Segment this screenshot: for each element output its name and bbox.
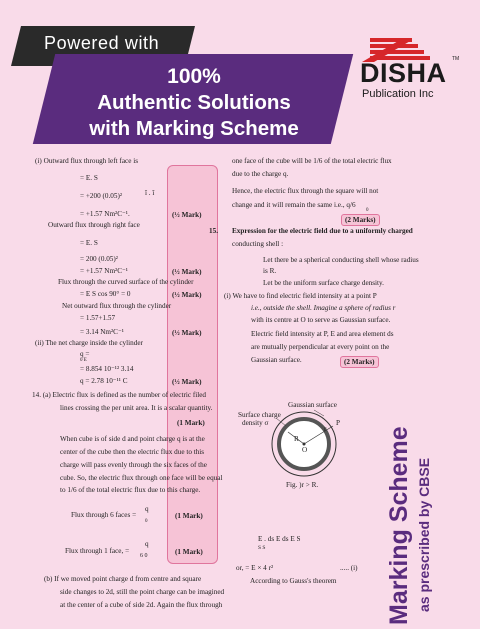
mark-label: (2 Marks) [341, 214, 380, 226]
mark-label: (½ Mark) [172, 211, 202, 219]
question-15: 15. [209, 227, 218, 235]
mark-label: (2 Marks) [340, 356, 379, 368]
fig-label: R [294, 435, 299, 443]
marks-column [167, 165, 218, 564]
fig-label: r [324, 425, 327, 433]
side-title: Marking Scheme [385, 426, 413, 625]
headline-line2: Authentic Solutions [97, 91, 291, 114]
mark-label: (1 Mark) [175, 548, 203, 556]
text-line: (i) Outward flux through left face is [35, 157, 138, 165]
text-line: q = [80, 350, 90, 358]
headline-line3: with Marking Scheme [89, 117, 299, 140]
mark-label: (½ Mark) [172, 378, 202, 386]
text-line: 0 [145, 519, 148, 524]
text-line: = +1.57 Nm²C⁻¹. [80, 210, 130, 218]
text-line: Outward flux through right face [48, 221, 140, 229]
equation-line: S S [258, 545, 266, 551]
mark-label: (½ Mark) [172, 291, 202, 299]
text-line: = 8.854 10⁻¹² 3.14 [80, 365, 134, 373]
equation-number: ..... (i) [340, 564, 358, 572]
fig-caption: Fig. )r > R. [286, 481, 319, 489]
logo-tm: TM [452, 56, 460, 62]
text-line: center of the cube then the electric flux due to this [60, 448, 205, 456]
text-line: When cube is of side d and point charge q is at the [60, 435, 205, 443]
text-line: charge will pass evenly through the six faces of the [60, 461, 207, 469]
text-line: (b) If we moved point charge d from centre and square [44, 575, 202, 583]
text-line: î . î [145, 189, 155, 197]
text-line: Gaussian surface. [251, 356, 302, 364]
mark-label: (½ Mark) [172, 268, 202, 276]
text-line: Flux through 1 face, = [65, 547, 130, 555]
text-line: 0 E [80, 358, 87, 363]
text-line: Electric field intensity at P, E and area element ds [251, 330, 394, 338]
text-line: = +1.57 Nm²C⁻¹ [80, 267, 128, 275]
equation-line: or, = E × 4 r² [236, 564, 274, 572]
mark-label: (½ Mark) [172, 329, 202, 337]
text-line: = +200 (0.05)² [80, 192, 123, 200]
text-line: = 200 (0.05)² [80, 255, 118, 263]
headline-line1: 100% [167, 65, 221, 88]
equation-line: E . ds E ds E S [258, 535, 301, 543]
text-line: = E. S [80, 239, 98, 247]
disha-logo [360, 36, 460, 106]
text-line: cube. So, the electric flux through one face will be equal [60, 474, 223, 482]
mark-label: (1 Mark) [175, 512, 203, 520]
text-line: one face of the cube will be 1/6 of the total electric flux [232, 157, 392, 165]
text-line: (ii) The net charge inside the cylinder [35, 339, 143, 347]
fig-label: Gaussian surface [288, 401, 337, 409]
text-line: = 3.14 Nm²C⁻¹ [80, 328, 124, 336]
text-line: (i) We have to find electric field intensity at a point P [224, 292, 377, 300]
text-line: conducting shell : [232, 240, 284, 248]
text-line: Let be the uniform surface charge density. [263, 279, 384, 287]
text-line: due to the charge q. [232, 170, 289, 178]
text-line: Net outward flux through the cylinder [62, 302, 172, 310]
text-line: Flux through 6 faces = [71, 511, 137, 519]
side-subtitle: as prescribed by CBSE [416, 457, 432, 612]
text-line: side changes to 2d, still the point charge can be imagined [60, 588, 225, 596]
text-line: Expression for the electric field due to a uniformly charged [232, 227, 413, 235]
text-line: with its centre at O to serve as Gaussian surface. [251, 316, 391, 324]
text-line: change and it will remain the same i.e., q/6 [232, 201, 356, 209]
fig-label: Surface charge [238, 411, 281, 419]
text-line: 6 0 [140, 553, 148, 559]
text-line: q [145, 505, 149, 513]
text-line: is R. [263, 267, 277, 275]
text-line: to 1/6 of the total electric flux due to this charge. [60, 486, 201, 494]
text-line: Let there be a spherical conducting shell whose radius [263, 256, 419, 264]
fig-label: P [336, 419, 340, 427]
text-line: Hence, the electric flux through the square will not [232, 187, 379, 195]
text-line: q [145, 540, 149, 548]
text-line: = E S cos 90° = 0 [80, 290, 131, 298]
text-line: lines crossing the per unit area. It is a scalar quantity. [60, 404, 213, 412]
powered-text: Powered with [44, 33, 160, 53]
text-line: Flux through the curved surface of the cylinder [58, 278, 194, 286]
text-line: are mutually perpendicular at every point on the [251, 343, 390, 351]
text-line: q = 2.78 10⁻¹¹ C [80, 377, 128, 385]
text-line: 0 [366, 208, 369, 213]
logo-sub: Publication Inc [362, 88, 434, 100]
mark-label: (1 Mark) [177, 419, 205, 427]
text-line: i.e., outside the shell. Imagine a sphere of radius r [251, 304, 396, 312]
fig-label: density σ [242, 419, 269, 427]
fig-label: O [302, 446, 308, 454]
text-line: at the center of a cube of side 2d. Again the flux through [60, 601, 223, 609]
gaussian-figure [236, 398, 376, 490]
text-line: = 1.57+1.57 [80, 314, 116, 322]
text-line: = E. S [80, 174, 98, 182]
text-line: According to Gauss's theorem [250, 577, 337, 585]
logo-name: DISHA [360, 58, 447, 88]
question-14: 14. (a) Electric flux is defined as the number of electric filed [32, 391, 207, 399]
